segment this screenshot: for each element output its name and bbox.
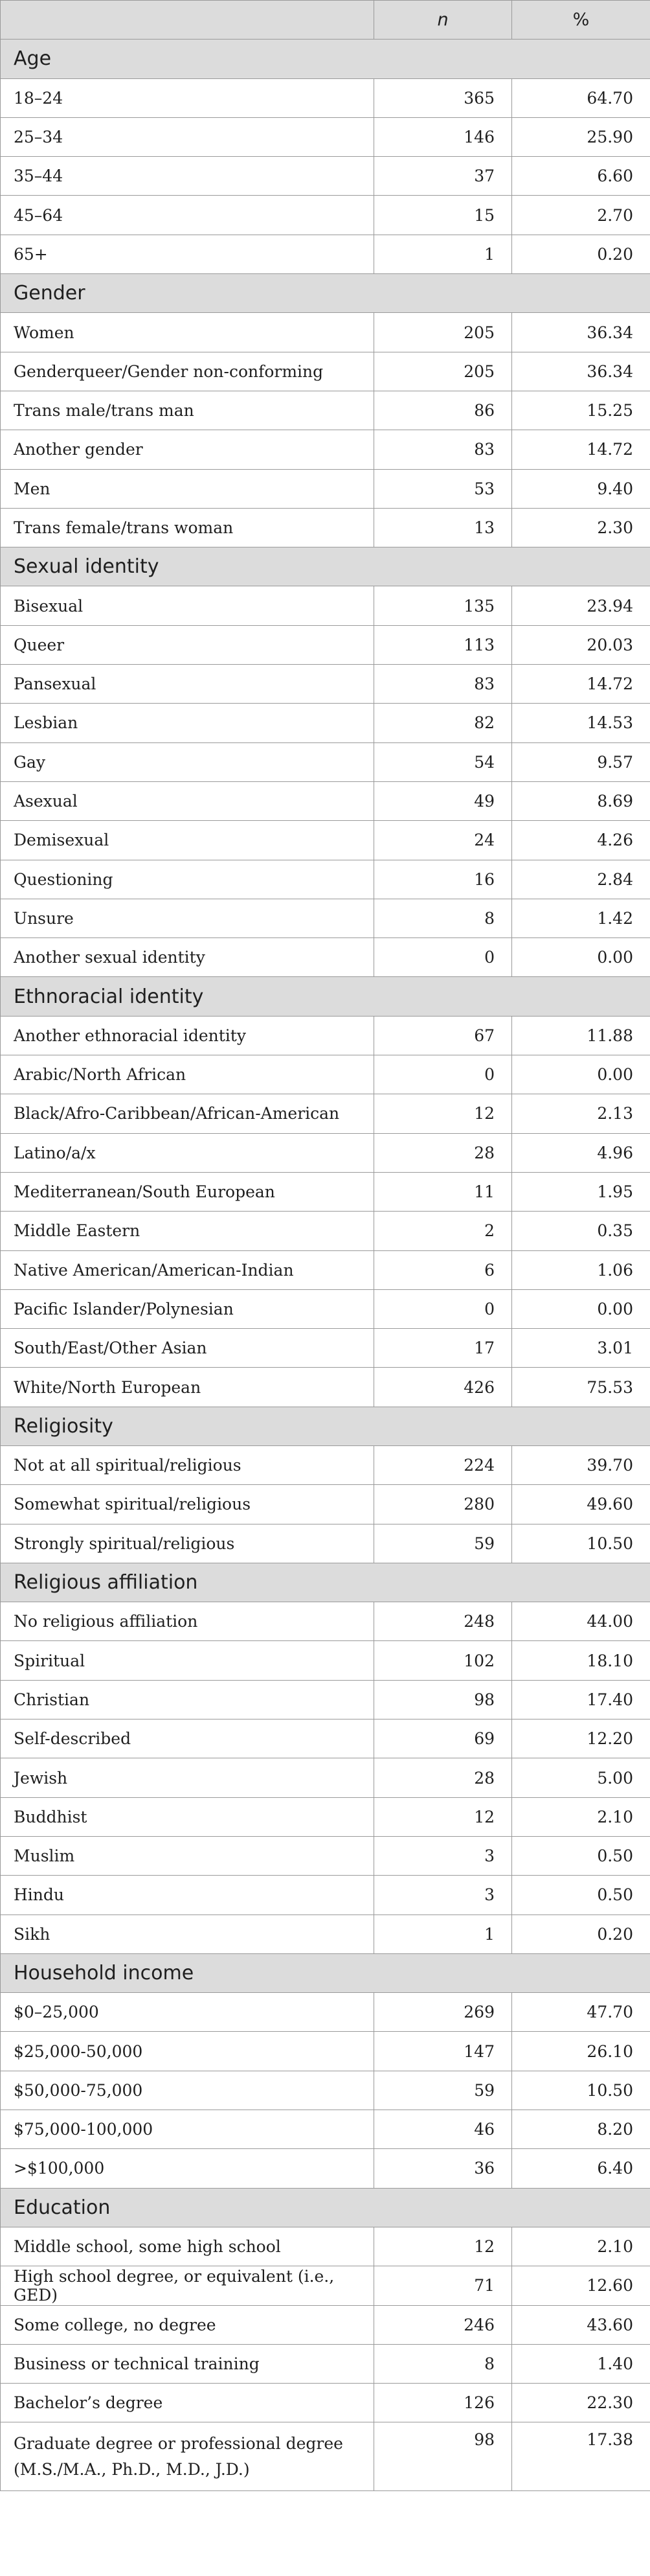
row-count: 28	[374, 1133, 512, 1172]
row-label: Black/Afro-Caribbean/African-American	[1, 1094, 374, 1133]
row-count: 24	[374, 821, 512, 860]
row-label: Another ethnoracial identity	[1, 1016, 374, 1055]
row-label: South/East/Other Asian	[1, 1329, 374, 1368]
row-percent: 0.00	[512, 1289, 650, 1328]
row-label: White/North European	[1, 1368, 374, 1407]
row-count: 86	[374, 391, 512, 430]
row-label: Business or technical training	[1, 2344, 374, 2383]
row-label: Trans male/trans man	[1, 391, 374, 430]
header-n-cell: n	[374, 1, 512, 40]
row-percent: 0.20	[512, 1915, 650, 1953]
row-label: 45–64	[1, 196, 374, 235]
table-row	[1, 1329, 650, 1368]
row-label: Somewhat spiritual/religious	[1, 1485, 374, 1524]
row-label: Pacific Islander/Polynesian	[1, 1289, 374, 1328]
row-percent: 2.10	[512, 2227, 650, 2266]
table-row	[1, 78, 650, 117]
section-header-row	[1, 977, 650, 1016]
table-row	[1, 469, 650, 508]
table-row	[1, 157, 650, 196]
row-label: $0–25,000	[1, 1993, 374, 2032]
row-count: 12	[374, 2227, 512, 2266]
row-label: Sikh	[1, 1915, 374, 1953]
row-count: 102	[374, 1641, 512, 1680]
row-count: 83	[374, 430, 512, 469]
row-count: 67	[374, 1016, 512, 1055]
row-count: 426	[374, 1368, 512, 1407]
section-title: Household income	[1, 1953, 650, 1992]
section-header-row	[1, 2188, 650, 2227]
row-count: 98	[374, 2422, 512, 2491]
table-row	[1, 391, 650, 430]
row-count: 83	[374, 665, 512, 704]
row-percent: 6.40	[512, 2149, 650, 2188]
row-count: 0	[374, 938, 512, 977]
row-label: $25,000-50,000	[1, 2032, 374, 2071]
row-percent: 0.50	[512, 1876, 650, 1915]
row-percent: 1.95	[512, 1172, 650, 1211]
section-title: Age	[1, 40, 650, 78]
table-row	[1, 430, 650, 469]
table-row	[1, 625, 650, 664]
row-label: 25–34	[1, 117, 374, 156]
section-header-row	[1, 274, 650, 313]
row-percent: 47.70	[512, 1993, 650, 2032]
row-count: 280	[374, 1485, 512, 1524]
row-label: Muslim	[1, 1836, 374, 1875]
row-count: 205	[374, 352, 512, 391]
row-label: Asexual	[1, 781, 374, 820]
row-percent: 1.06	[512, 1250, 650, 1289]
row-percent: 0.00	[512, 1055, 650, 1094]
table-row	[1, 1289, 650, 1328]
row-percent: 9.40	[512, 469, 650, 508]
row-count: 54	[374, 742, 512, 781]
table-row	[1, 2071, 650, 2110]
table-row	[1, 1836, 650, 1875]
table-row	[1, 586, 650, 625]
row-percent: 17.38	[512, 2422, 650, 2491]
row-percent: 14.53	[512, 704, 650, 742]
row-label: Arabic/North African	[1, 1055, 374, 1094]
row-count: 69	[374, 1719, 512, 1758]
row-count: 15	[374, 196, 512, 235]
row-label: Buddhist	[1, 1797, 374, 1836]
table-row	[1, 2422, 650, 2491]
row-count: 3	[374, 1836, 512, 1875]
table-row	[1, 860, 650, 899]
row-label: Middle school, some high school	[1, 2227, 374, 2266]
row-count: 146	[374, 117, 512, 156]
row-label: Self-described	[1, 1719, 374, 1758]
row-percent: 2.70	[512, 196, 650, 235]
row-percent: 36.34	[512, 313, 650, 352]
table-row	[1, 2032, 650, 2071]
table-row	[1, 1758, 650, 1797]
row-count: 59	[374, 1524, 512, 1563]
row-percent: 26.10	[512, 2032, 650, 2071]
row-percent: 11.88	[512, 1016, 650, 1055]
table-row	[1, 313, 650, 352]
row-percent: 9.57	[512, 742, 650, 781]
table-row	[1, 1485, 650, 1524]
row-count: 8	[374, 2344, 512, 2383]
row-percent: 17.40	[512, 1680, 650, 1719]
row-count: 6	[374, 1250, 512, 1289]
row-count: 126	[374, 2384, 512, 2422]
row-label: 18–24	[1, 78, 374, 117]
section-header-row	[1, 1953, 650, 1992]
table-row	[1, 1094, 650, 1133]
row-count: 46	[374, 2110, 512, 2149]
table-row	[1, 821, 650, 860]
row-count: 11	[374, 1172, 512, 1211]
row-label: Middle Eastern	[1, 1212, 374, 1250]
table-row	[1, 938, 650, 977]
row-label: Christian	[1, 1680, 374, 1719]
row-label: Hindu	[1, 1876, 374, 1915]
row-percent: 14.72	[512, 430, 650, 469]
row-percent: 12.60	[512, 2266, 650, 2305]
row-count: 224	[374, 1445, 512, 1484]
table-row	[1, 235, 650, 273]
row-label: 35–44	[1, 157, 374, 196]
row-label: Jewish	[1, 1758, 374, 1797]
row-percent: 10.50	[512, 2071, 650, 2110]
row-percent: 22.30	[512, 2384, 650, 2422]
row-count: 0	[374, 1055, 512, 1094]
row-count: 13	[374, 508, 512, 547]
row-count: 246	[374, 2305, 512, 2344]
table-row	[1, 1445, 650, 1484]
row-percent: 8.69	[512, 781, 650, 820]
table-row	[1, 1602, 650, 1641]
table-row	[1, 704, 650, 742]
table-header-row	[1, 1, 650, 40]
row-count: 8	[374, 899, 512, 937]
row-count: 365	[374, 78, 512, 117]
row-percent: 1.42	[512, 899, 650, 937]
table-row	[1, 1133, 650, 1172]
table-row	[1, 117, 650, 156]
header-pct-cell: %	[512, 1, 650, 40]
section-title: Sexual identity	[1, 547, 650, 586]
row-count: 17	[374, 1329, 512, 1368]
row-percent: 6.60	[512, 157, 650, 196]
table-body	[1, 40, 650, 2491]
row-count: 49	[374, 781, 512, 820]
section-title: Religiosity	[1, 1407, 650, 1445]
row-count: 147	[374, 2032, 512, 2071]
table-row	[1, 899, 650, 937]
row-label: >$100,000	[1, 2149, 374, 2188]
row-percent: 0.35	[512, 1212, 650, 1250]
row-label: Gay	[1, 742, 374, 781]
row-count: 113	[374, 625, 512, 664]
table-row	[1, 2384, 650, 2422]
section-header-row	[1, 1563, 650, 1602]
section-title: Ethnoracial identity	[1, 977, 650, 1016]
table-row	[1, 2266, 650, 2305]
row-label: Latino/a/x	[1, 1133, 374, 1172]
row-percent: 0.50	[512, 1836, 650, 1875]
row-percent: 15.25	[512, 391, 650, 430]
row-percent: 49.60	[512, 1485, 650, 1524]
section-header-row	[1, 1407, 650, 1445]
row-percent: 36.34	[512, 352, 650, 391]
row-count: 269	[374, 1993, 512, 2032]
row-count: 98	[374, 1680, 512, 1719]
row-label: Another gender	[1, 430, 374, 469]
row-label: No religious affiliation	[1, 1602, 374, 1641]
row-percent: 2.13	[512, 1094, 650, 1133]
row-count: 37	[374, 157, 512, 196]
row-label: $50,000-75,000	[1, 2071, 374, 2110]
section-title: Religious affiliation	[1, 1563, 650, 1602]
row-percent: 5.00	[512, 1758, 650, 1797]
row-percent: 75.53	[512, 1368, 650, 1407]
row-label: Bachelor’s degree	[1, 2384, 374, 2422]
row-count: 12	[374, 1797, 512, 1836]
row-percent: 2.10	[512, 1797, 650, 1836]
row-percent: 10.50	[512, 1524, 650, 1563]
row-count: 82	[374, 704, 512, 742]
row-label: Pansexual	[1, 665, 374, 704]
row-label: Native American/American-Indian	[1, 1250, 374, 1289]
row-percent: 2.84	[512, 860, 650, 899]
row-count: 3	[374, 1876, 512, 1915]
table-row	[1, 2149, 650, 2188]
section-title: Education	[1, 2188, 650, 2227]
row-label: High school degree, or equivalent (i.e., GED)	[1, 2266, 374, 2305]
table-row	[1, 1719, 650, 1758]
table-row	[1, 1055, 650, 1094]
row-count: 59	[374, 2071, 512, 2110]
table-row	[1, 1876, 650, 1915]
row-label: $75,000-100,000	[1, 2110, 374, 2149]
row-count: 36	[374, 2149, 512, 2188]
row-percent: 4.96	[512, 1133, 650, 1172]
row-percent: 64.70	[512, 78, 650, 117]
row-percent: 2.30	[512, 508, 650, 547]
row-percent: 4.26	[512, 821, 650, 860]
section-title: Gender	[1, 274, 650, 313]
table-row	[1, 2110, 650, 2149]
row-count: 205	[374, 313, 512, 352]
row-percent: 1.40	[512, 2344, 650, 2383]
table-row	[1, 1680, 650, 1719]
row-label: Genderqueer/Gender non-conforming	[1, 352, 374, 391]
table-row	[1, 781, 650, 820]
row-label: Spiritual	[1, 1641, 374, 1680]
table-row	[1, 1172, 650, 1211]
row-percent: 14.72	[512, 665, 650, 704]
row-count: 135	[374, 586, 512, 625]
table-row	[1, 1641, 650, 1680]
table-row	[1, 1016, 650, 1055]
table-row	[1, 2227, 650, 2266]
section-header-row	[1, 547, 650, 586]
row-label: Not at all spiritual/religious	[1, 1445, 374, 1484]
row-percent: 3.01	[512, 1329, 650, 1368]
row-percent: 20.03	[512, 625, 650, 664]
header-label-cell	[1, 1, 374, 40]
table-row	[1, 1915, 650, 1953]
row-percent: 25.90	[512, 117, 650, 156]
row-count: 0	[374, 1289, 512, 1328]
table-row	[1, 352, 650, 391]
row-percent: 18.10	[512, 1641, 650, 1680]
row-count: 28	[374, 1758, 512, 1797]
row-label: Demisexual	[1, 821, 374, 860]
row-count: 1	[374, 1915, 512, 1953]
table-row	[1, 742, 650, 781]
row-percent: 0.20	[512, 235, 650, 273]
row-label: Bisexual	[1, 586, 374, 625]
row-count: 71	[374, 2266, 512, 2305]
table-row	[1, 1797, 650, 1836]
row-label: Strongly spiritual/religious	[1, 1524, 374, 1563]
row-percent: 12.20	[512, 1719, 650, 1758]
row-percent: 44.00	[512, 1602, 650, 1641]
table-row	[1, 1250, 650, 1289]
row-count: 248	[374, 1602, 512, 1641]
table-row	[1, 2344, 650, 2383]
row-percent: 43.60	[512, 2305, 650, 2344]
row-count: 16	[374, 860, 512, 899]
row-label: Lesbian	[1, 704, 374, 742]
row-count: 2	[374, 1212, 512, 1250]
row-count: 53	[374, 469, 512, 508]
row-label: Questioning	[1, 860, 374, 899]
row-label: Graduate degree or professional degree (M.S./M.A., Ph.D., M.D., J.D.)	[1, 2422, 374, 2491]
section-header-row	[1, 40, 650, 78]
row-percent: 39.70	[512, 1445, 650, 1484]
row-count: 1	[374, 235, 512, 273]
table-row	[1, 1993, 650, 2032]
row-percent: 0.00	[512, 938, 650, 977]
row-label: Another sexual identity	[1, 938, 374, 977]
table-row	[1, 196, 650, 235]
row-percent: 8.20	[512, 2110, 650, 2149]
table-row	[1, 1212, 650, 1250]
table-row	[1, 1368, 650, 1407]
table-row	[1, 1524, 650, 1563]
row-percent: 23.94	[512, 586, 650, 625]
row-label: Trans female/trans woman	[1, 508, 374, 547]
row-label: Men	[1, 469, 374, 508]
row-label: Mediterranean/South European	[1, 1172, 374, 1211]
table-row	[1, 2305, 650, 2344]
row-label: Queer	[1, 625, 374, 664]
row-label: Unsure	[1, 899, 374, 937]
table-row	[1, 508, 650, 547]
table-row	[1, 665, 650, 704]
row-count: 12	[374, 1094, 512, 1133]
row-label: Some college, no degree	[1, 2305, 374, 2344]
row-label: Women	[1, 313, 374, 352]
row-label: 65+	[1, 235, 374, 273]
